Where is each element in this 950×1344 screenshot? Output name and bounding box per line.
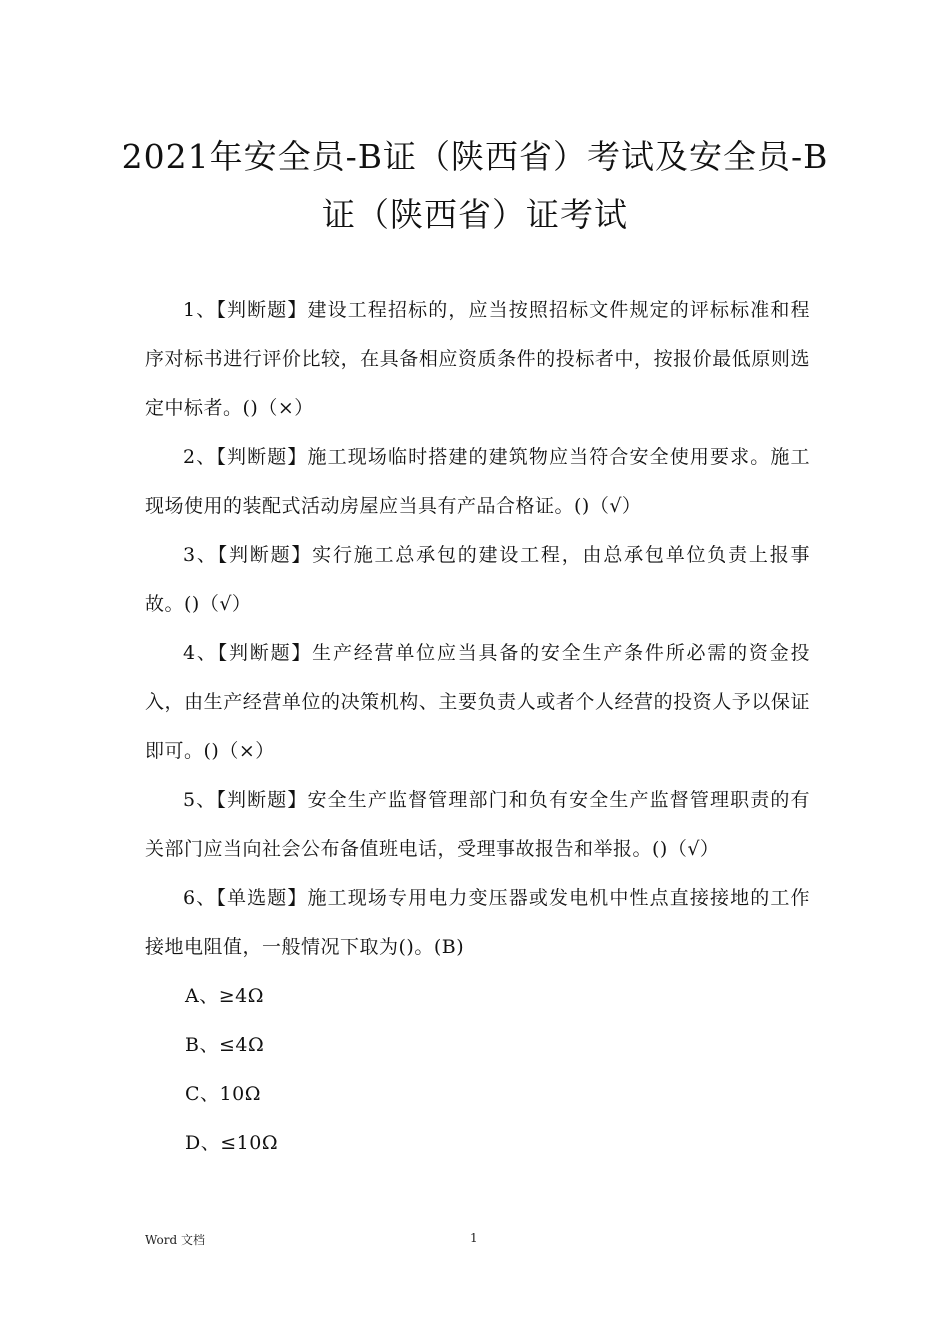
question-2: 2、【判断题】施工现场临时搭建的建筑物应当符合安全使用要求。施工现场使用的装配式活动房屋应当具有产品合格证。()（√）	[145, 446, 810, 517]
option-a: A、≥4Ω	[185, 985, 264, 1007]
document-title: 2021年安全员-B证（陕西省）考试及安全员-B证（陕西省）证考试	[121, 137, 829, 234]
question-6: 6、【单选题】施工现场专用电力变压器或发电机中性点直接接地的工作接地电阻值，一般情况下取为()。(B)	[145, 887, 810, 958]
footer-label: Word 文档	[145, 1233, 205, 1247]
question-5: 5、【判断题】安全生产监督管理部门和负有安全生产监督管理职责的有关部门应当向社会公布备值班电话，受理事故报告和举报。()（√）	[145, 789, 810, 860]
question-4: 4、【判断题】生产经营单位应当具备的安全生产条件所必需的资金投入，由生产经营单位的决策机构、主要负责人或者个人经营的投资人予以保证即可。()（×）	[145, 642, 810, 762]
page-number: 1	[470, 1231, 478, 1245]
option-c: C、10Ω	[185, 1083, 261, 1105]
question-3: 3、【判断题】实行施工总承包的建设工程，由总承包单位负责上报事故。()（√）	[145, 544, 810, 615]
document-body	[145, 286, 810, 1168]
question-1: 1、【判断题】建设工程招标的，应当按照招标文件规定的评标标准和程序对标书进行评价比较，在具备相应资质条件的投标者中，按报价最低原则选定中标者。()（×）	[145, 299, 810, 419]
option-b: B、≤4Ω	[185, 1034, 265, 1056]
option-d: D、≤10Ω	[185, 1132, 279, 1154]
